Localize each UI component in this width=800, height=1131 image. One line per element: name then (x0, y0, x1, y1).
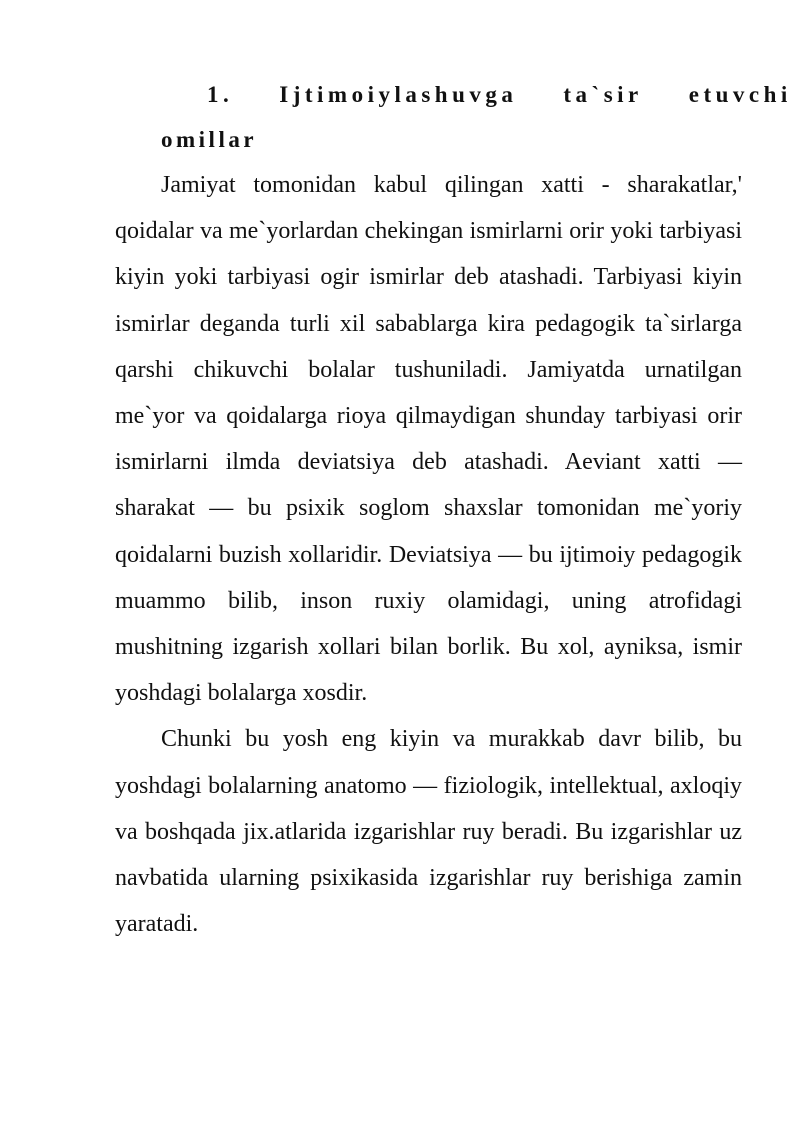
heading-line-1 (115, 72, 792, 117)
document-page (115, 72, 792, 947)
heading-word-3: etuvchi (688, 82, 792, 107)
paragraph-2: Chunki bu yosh eng kiyin va murakkab davr bilib, bu yoshdagi bolalarning anatomo — fiziologik, intellektual, axloqiy va boshqada jix.atlarida izgarishlar ruy beradi. Bu izgarishlar uz navbatida ularning psixikasida izgarishlar ruy berishiga zamin yaratadi. (115, 726, 742, 938)
heading-word-2: ta`sir (563, 82, 643, 107)
heading-line-2: omillar (161, 127, 258, 152)
paragraph-1: Jamiyat tomonidan kabul qilingan xatti - sharakatlar,' qoidalar va me`yorlardan chekingan ismirlarni orir yoki tarbiyasi kiyin yoki tarbiyasi ogir ismirlar deb atashadi. Tarbiyasi kiyin ismirlar deganda turli xil sabablarga kira pedagogik ta`sirlarga qarshi chikuvchi bolalar tushuniladi. Jamiyatda urnatilgan me`yor va qoidalarga rioya qilmaydigan shunday tarbiyasi orir ismirlarni ilmda deviatsiya deb atashadi. Aeviant xatti — sharakat — bu psixik soglom shaxslar tomonidan me`yoriy qoidalarni buzish xollaridir. Deviatsiya — bu ijtimoiy pedagogik muammo bilib, inson ruxiy olamidagi, uning atrofidagi mushitning izgarish xollari bilan borlik. Bu xol, ayniksa, ismir yoshdagi bolalarga xosdir. (115, 172, 742, 707)
heading-number: 1. (207, 82, 234, 107)
section-heading (115, 72, 792, 162)
heading-word-1: Ijtimoiylashuvga (279, 82, 518, 107)
